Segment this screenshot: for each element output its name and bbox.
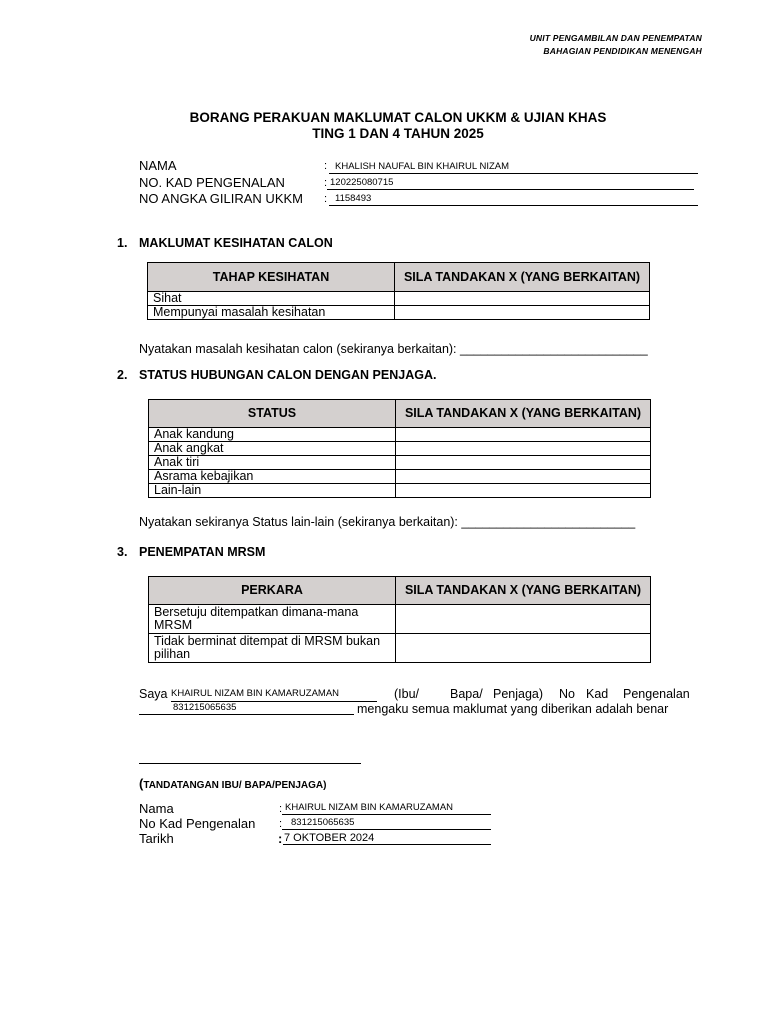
declaration-word: No (559, 687, 575, 701)
candidate-index-field[interactable]: 1158493 (329, 193, 698, 206)
placement-option-label: Tidak berminat ditempat di MRSM bukan pilihan (149, 634, 396, 663)
section-number: 2. (117, 368, 128, 382)
table-header: PERKARA (149, 577, 396, 605)
health-mark-cell[interactable] (395, 292, 650, 306)
signer-name-label: Nama (139, 801, 174, 816)
placement-mark-cell[interactable] (396, 605, 651, 634)
placement-option-label: Bersetuju ditempatkan dimana-mana MRSM (149, 605, 396, 634)
table-header: STATUS (149, 400, 396, 428)
division-name: BAHAGIAN PENDIDIKAN MENENGAH (543, 46, 702, 56)
unit-name: UNIT PENGAMBILAN DAN PENEMPATAN (529, 33, 702, 43)
candidate-ic-field[interactable]: 120225080715 (327, 177, 694, 190)
form-title: BORANG PERAKUAN MAKLUMAT CALON UKKM & UJIAN KHAS (189, 110, 607, 125)
colon: : (278, 831, 283, 846)
status-mark-cell[interactable] (396, 470, 651, 484)
table-header: SILA TANDAKAN X (YANG BERKAITAN) (395, 263, 650, 292)
declaration-word: Pengenalan (623, 687, 690, 701)
status-option-label: Anak angkat (149, 442, 396, 456)
placement-mark-cell[interactable] (396, 634, 651, 663)
declaration-word: Kad (586, 687, 609, 701)
section-health-title: MAKLUMAT KESIHATAN CALON (139, 236, 333, 250)
status-option-label: Asrama kebajikan (149, 470, 396, 484)
health-mark-cell[interactable] (395, 306, 650, 320)
health-table (147, 262, 650, 320)
health-option-label: Sihat (148, 292, 395, 306)
status-mark-cell[interactable] (396, 456, 651, 470)
colon: : (279, 818, 283, 830)
declaration-saya: Saya (139, 687, 168, 701)
declaration-word: Bapa/ (450, 687, 483, 701)
date-label: Tarikh (139, 831, 174, 846)
colon: : (324, 160, 328, 172)
health-issue-note[interactable]: Nyatakan masalah kesihatan calon (sekiranya berkaitan): ___________________________ (139, 342, 648, 356)
guardian-ic-field[interactable]: 831215065635 (139, 702, 354, 715)
colon: : (324, 193, 328, 205)
section-number: 1. (117, 236, 128, 250)
candidate-index-label: NO ANGKA GILIRAN UKKM (139, 191, 303, 206)
guardian-name-field[interactable]: KHAIRUL NIZAM BIN KAMARUZAMAN (171, 688, 377, 702)
section-number: 3. (117, 545, 128, 559)
candidate-name-field[interactable]: KHALISH NAUFAL BIN KHAIRUL NIZAM (329, 161, 698, 174)
colon: : (324, 177, 328, 189)
section-placement-title: PENEMPATAN MRSM (139, 545, 266, 559)
signer-ic-label: No Kad Pengenalan (139, 816, 256, 831)
signer-name-field[interactable]: KHAIRUL NIZAM BIN KAMARUZAMAN (282, 802, 491, 815)
signer-ic-field[interactable]: 831215065635 (282, 817, 491, 830)
section-relationship-title: STATUS HUBUNGAN CALON DENGAN PENJAGA. (139, 368, 437, 382)
date-field[interactable]: 7 OKTOBER 2024 (283, 832, 491, 845)
candidate-ic-label: NO. KAD PENGENALAN (139, 175, 285, 190)
signature-line[interactable] (139, 763, 361, 764)
form-subtitle: TING 1 DAN 4 TAHUN 2025 (312, 126, 484, 141)
health-option-label: Mempunyai masalah kesihatan (148, 306, 395, 320)
status-mark-cell[interactable] (396, 484, 651, 498)
status-option-label: Lain-lain (149, 484, 396, 498)
declaration-statement: mengaku semua maklumat yang diberikan adalah benar (357, 702, 669, 716)
declaration-word: (Ibu/ (394, 687, 420, 701)
status-mark-cell[interactable] (396, 442, 651, 456)
table-header: SILA TANDAKAN X (YANG BERKAITAN) (396, 577, 651, 605)
candidate-name-label: NAMA (139, 158, 177, 173)
placement-table (148, 576, 651, 663)
colon: : (279, 803, 283, 815)
declaration-word: Penjaga) (493, 687, 544, 701)
status-option-label: Anak kandung (149, 428, 396, 442)
relationship-table (148, 399, 651, 498)
table-header: TAHAP KESIHATAN (148, 263, 395, 292)
status-mark-cell[interactable] (396, 428, 651, 442)
table-header: SILA TANDAKAN X (YANG BERKAITAN) (396, 400, 651, 428)
other-status-note[interactable]: Nyatakan sekiranya Status lain-lain (sekiranya berkaitan): _________________________ (139, 515, 636, 529)
status-option-label: Anak tiri (149, 456, 396, 470)
signature-label: (TANDATANGAN IBU/ BAPA/PENJAGA) (139, 776, 327, 791)
